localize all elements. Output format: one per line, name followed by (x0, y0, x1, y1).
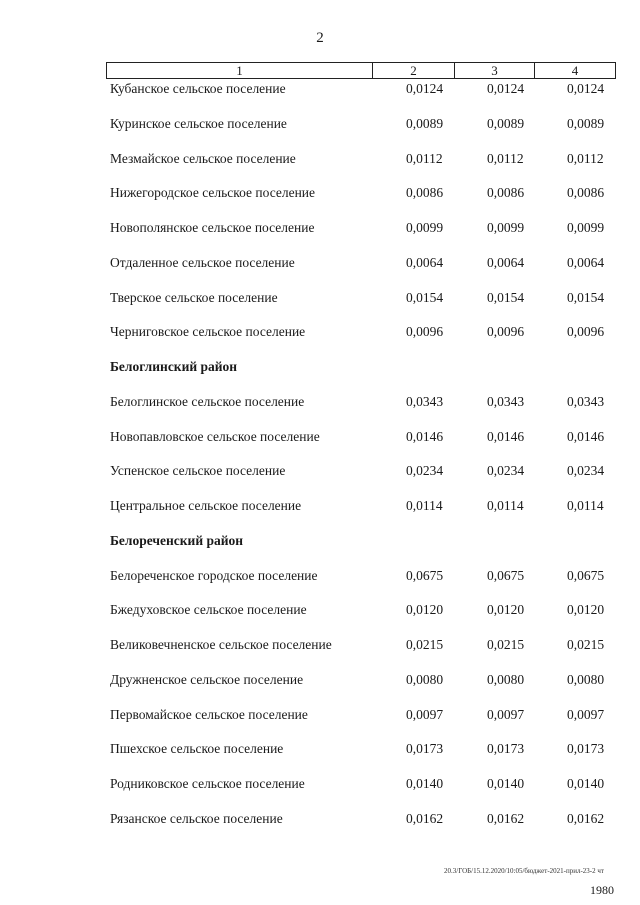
table-row (106, 182, 626, 217)
row-name: Новополянское сельское поселение (110, 220, 315, 235)
value-col-4: 0,0096 (567, 324, 605, 340)
row-name: Белореченское городское поселение (110, 567, 318, 583)
row-name: Белореченский район (110, 532, 244, 548)
value-col-3: 0,0097 (487, 706, 525, 722)
value-col-3: 0,0086 (487, 185, 525, 201)
value-col-4: 0,0146 (567, 428, 605, 444)
value-col-2: 0,0086 (406, 185, 444, 201)
value-col-3: 0,0343 (487, 393, 525, 409)
row-name: Дружненское сельское поселение (110, 671, 304, 687)
value-col-2: 0,0675 (406, 567, 444, 583)
value-col-3: 0,0162 (487, 810, 525, 826)
row-name: Первомайское сельское поселение (110, 706, 308, 722)
value-col-3: 0,0234 (487, 463, 525, 479)
table-row (106, 495, 626, 530)
row-name: Белоглинское сельское поселение (110, 393, 305, 409)
table-row (106, 773, 626, 808)
value-col-2: 0,0112 (406, 150, 443, 166)
section-heading-row (106, 356, 626, 391)
value-col-4: 0,0099 (567, 220, 605, 235)
value-col-2: 0,0097 (406, 706, 444, 722)
row-name: Пшехское сельское поселение (110, 741, 284, 757)
table-row (106, 460, 626, 495)
value-col-4: 0,0140 (567, 776, 605, 791)
value-col-2: 0,0064 (406, 254, 444, 270)
value-col-2: 0,0140 (406, 776, 444, 791)
value-col-4: 0,0124 (567, 81, 605, 96)
value-col-3: 0,0120 (487, 602, 525, 618)
header-col-1: 1 (107, 63, 373, 78)
value-col-2: 0,0089 (406, 115, 444, 131)
header-col-3: 3 (455, 63, 535, 78)
row-name: Центральное сельское поселение (110, 498, 302, 513)
value-col-2: 0,0146 (406, 428, 444, 444)
value-col-3: 0,0675 (487, 567, 525, 583)
value-col-4: 0,0097 (567, 706, 605, 722)
value-col-4: 0,0064 (567, 254, 605, 270)
value-col-4: 0,0089 (567, 115, 605, 131)
row-name: Рязанское сельское поселение (110, 810, 283, 826)
value-col-4: 0,0343 (567, 393, 605, 409)
table-row (106, 704, 626, 739)
value-col-4: 0,0154 (567, 289, 605, 305)
value-col-3: 0,0114 (487, 498, 524, 513)
row-name: Бжедуховское сельское поселение (110, 602, 307, 618)
table-row (106, 78, 626, 113)
header-col-2: 2 (373, 63, 455, 78)
row-name: Отдаленное сельское поселение (110, 254, 295, 270)
table-row (106, 669, 626, 704)
value-col-4: 0,0120 (567, 602, 605, 618)
value-col-3: 0,0096 (487, 324, 525, 340)
value-col-2: 0,0154 (406, 289, 444, 305)
section-heading-row (106, 530, 626, 565)
table-body (106, 78, 626, 843)
row-name: Родниковское сельское поселение (110, 776, 305, 791)
value-col-3: 0,0089 (487, 115, 525, 131)
row-name: Новопавловское сельское поселение (110, 428, 320, 444)
value-col-3: 0,0112 (487, 150, 524, 166)
table-row (106, 426, 626, 461)
table-row (106, 391, 626, 426)
table-row (106, 287, 626, 322)
value-col-2: 0,0124 (406, 81, 444, 96)
value-col-4: 0,0086 (567, 185, 605, 201)
value-col-2: 0,0080 (406, 671, 444, 687)
row-name: Кубанское сельское поселение (110, 81, 286, 96)
row-name: Мезмайское сельское поселение (110, 150, 296, 166)
value-col-4: 0,0080 (567, 671, 605, 687)
value-col-3: 0,0080 (487, 671, 525, 687)
table-row (106, 634, 626, 669)
row-name: Куринское сельское поселение (110, 115, 287, 131)
value-col-3: 0,0099 (487, 220, 525, 235)
value-col-2: 0,0234 (406, 463, 444, 479)
sheet-number: 1980 (590, 883, 614, 897)
value-col-4: 0,0162 (567, 810, 605, 826)
row-name: Нижегородское сельское поселение (110, 185, 316, 201)
table-row (106, 321, 626, 356)
row-name: Великовечненское сельское поселение (110, 637, 332, 652)
header-col-4: 4 (571, 63, 579, 78)
table-row (106, 808, 626, 843)
table-row (106, 113, 626, 148)
table-row (106, 565, 626, 600)
row-name: Белоглинский район (110, 359, 238, 374)
table-header (106, 62, 616, 79)
value-col-4: 0,0112 (567, 150, 604, 166)
value-col-2: 0,0215 (406, 637, 444, 652)
value-col-3: 0,0140 (487, 776, 525, 791)
row-name: Тверское сельское поселение (110, 289, 278, 305)
value-col-3: 0,0146 (487, 428, 525, 444)
value-col-3: 0,0154 (487, 289, 525, 305)
document-code: 20.3/ГОБ/15.12.2020/10:05/бюджет-2021-прил-23-2 чт (444, 867, 604, 875)
row-name: Черниговское сельское поселение (110, 324, 306, 340)
value-col-2: 0,0114 (406, 498, 443, 513)
value-col-2: 0,0343 (406, 393, 444, 409)
value-col-4: 0,0675 (567, 567, 605, 583)
value-col-3: 0,0064 (487, 254, 525, 270)
page-number: 2 (316, 30, 324, 46)
value-col-3: 0,0215 (487, 637, 525, 652)
value-col-2: 0,0096 (406, 324, 444, 340)
table-row (106, 738, 626, 773)
table-row (106, 252, 626, 287)
table-row (106, 217, 626, 252)
value-col-4: 0,0234 (567, 463, 605, 479)
value-col-4: 0,0173 (567, 741, 605, 757)
value-col-2: 0,0173 (406, 741, 444, 757)
value-col-3: 0,0124 (487, 81, 525, 96)
table-row (106, 599, 626, 634)
row-name: Успенское сельское поселение (110, 463, 286, 479)
value-col-2: 0,0120 (406, 602, 444, 618)
value-col-3: 0,0173 (487, 741, 525, 757)
value-col-4: 0,0114 (567, 498, 604, 513)
value-col-2: 0,0099 (406, 220, 444, 235)
value-col-4: 0,0215 (567, 637, 605, 652)
table-row (106, 148, 626, 183)
value-col-2: 0,0162 (406, 810, 444, 826)
